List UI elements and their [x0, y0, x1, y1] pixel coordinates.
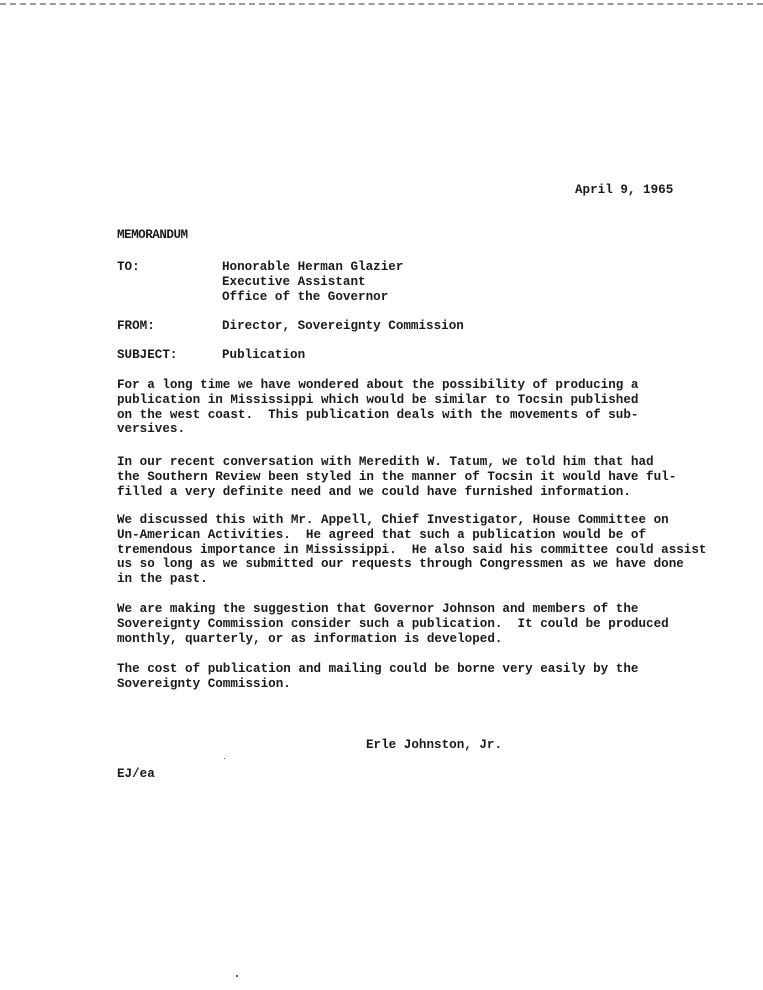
to-line-title: Executive Assistant: [222, 275, 366, 289]
memo-title: MEMORANDUM: [117, 228, 188, 242]
body-paragraph-5: The cost of publication and mailing could be borne very easily by the Sovereignty Commission.: [117, 662, 639, 691]
from-label: FROM:: [117, 319, 155, 333]
body-paragraph-2: In our recent conversation with Meredith W. Tatum, we told him that had the Southern Review been styled in the manner of Tocsin it would have ful- filled a very definite need and we could have furnished information.: [117, 455, 677, 499]
to-line-name: Honorable Herman Glazier: [222, 260, 404, 274]
to-recipient: [222, 260, 403, 305]
signature-line: Erle Johnston, Jr.: [366, 738, 503, 752]
page-perforation-edge: [0, 3, 763, 5]
typist-initials: EJ/ea: [117, 767, 155, 781]
from-value: Director, Sovereignty Commission: [222, 319, 464, 333]
subject-value: Publication: [222, 348, 306, 362]
to-label: TO:: [117, 260, 140, 274]
body-paragraph-3: We discussed this with Mr. Appell, Chief Investigator, House Committee on Un-American Activities. He agreed that such a publication would be of tremendous importance in Mississippi. He also said his committee could assist us so long as we submitted our requests through Congressmen as we have done in the past.: [117, 513, 707, 587]
to-line-office: Office of the Governor: [222, 290, 389, 304]
scan-speck: [224, 758, 225, 759]
body-paragraph-4: We are making the suggestion that Governor Johnson and members of the Sovereignty Commission consider such a publication. It could be produced monthly, quarterly, or as information is developed.: [117, 602, 669, 646]
body-paragraph-1: For a long time we have wondered about the possibility of producing a publication in Mississippi which would be similar to Tocsin published on the west coast. This publication deals with the movements of sub- versives.: [117, 378, 639, 437]
memo-date: April 9, 1965: [575, 183, 674, 197]
scan-speck: [236, 975, 238, 977]
subject-label: SUBJECT:: [117, 348, 178, 362]
